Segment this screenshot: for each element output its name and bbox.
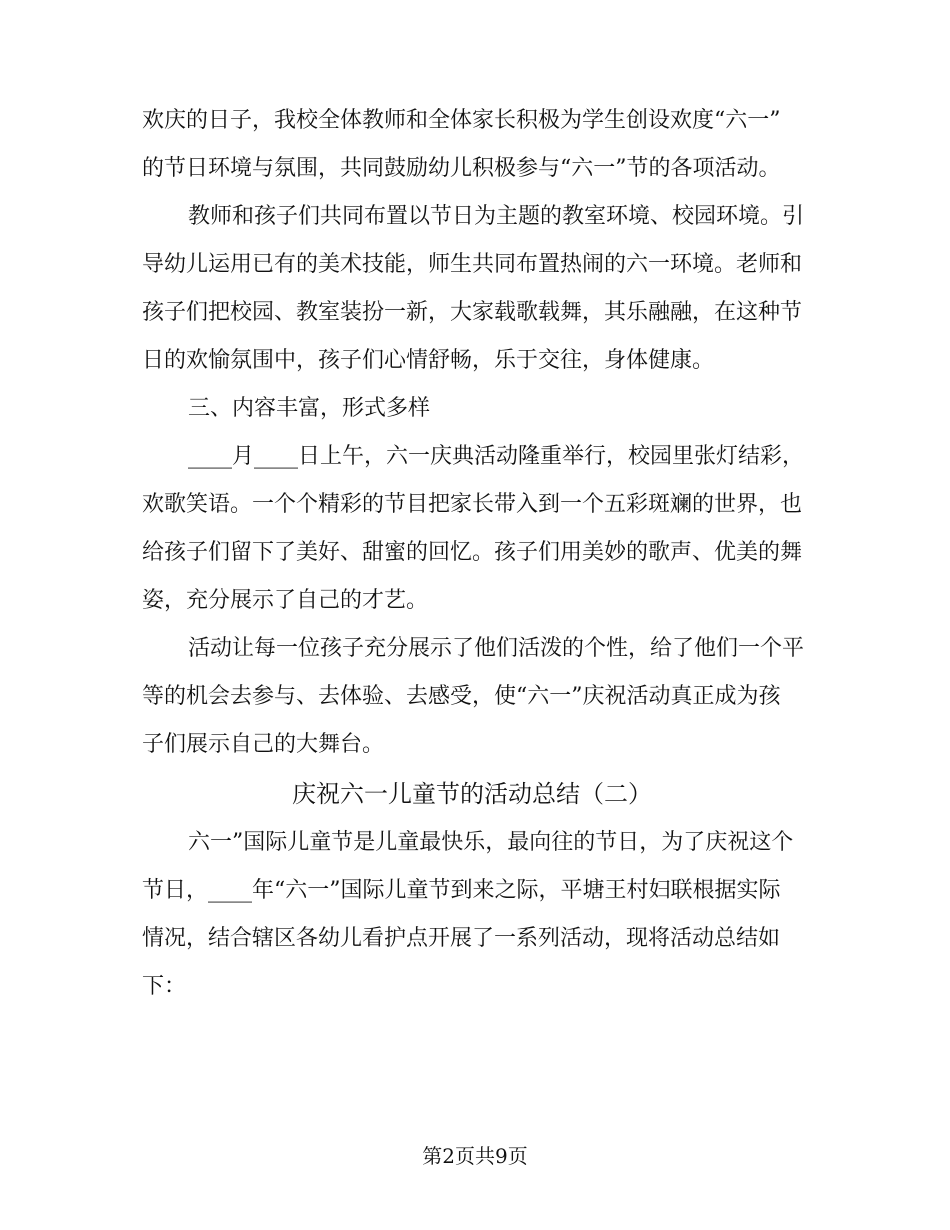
paragraph-line: 姿，充分展示了自己的才艺。	[142, 588, 429, 613]
paragraph-line: 欢歌笑语。一个个精彩的节目把家长带入到一个五彩斑斓的世界，也	[142, 492, 803, 517]
paragraph-line: 节日，____年“六一”国际儿童节到来之际，平塘王村妇联根据实际	[142, 878, 781, 903]
paragraph-line: 日的欢愉氛围中，孩子们心情舒畅，乐于交往，身体健康。	[142, 348, 715, 373]
paragraph-line: 的节日环境与氛围，共同鼓励幼儿积极参与“六一”节的各项活动。	[142, 156, 781, 181]
section-heading: 三、内容丰富，形式多样	[188, 396, 431, 421]
paragraph-line: 子们展示自己的大舞台。	[142, 732, 385, 757]
paragraph-line: 导幼儿运用已有的美术技能，师生共同布置热闹的六一环境。老师和	[142, 252, 803, 277]
paragraph-line: 给孩子们留下了美好、甜蜜的回忆。孩子们用美妙的歌声、优美的舞	[142, 540, 803, 565]
paragraph-line: 下：	[142, 974, 187, 999]
paragraph-line: 欢庆的日子，我校全体教师和全体家长积极为学生创设欢度“六一”	[142, 108, 781, 133]
paragraph-line: 情况，结合辖区各幼儿看护点开展了一系列活动，现将活动总结如	[142, 926, 781, 951]
paragraph-line: 教师和孩子们共同布置以节日为主题的教室环境、校园环境。引	[188, 204, 805, 229]
document-body	[142, 97, 805, 1011]
paragraph-line: ____月____日上午，六一庆典活动隆重举行，校园里张灯结彩，	[188, 444, 805, 469]
paragraph-line: 孩子们把校园、教室装扮一新，大家载歌载舞，其乐融融，在这种节	[142, 300, 803, 325]
paragraph-line: 等的机会去参与、去体验、去感受，使“六一”庆祝活动真正成为孩	[142, 684, 781, 709]
paragraph-line: 活动让每一位孩子充分展示了他们活泼的个性，给了他们一个平	[188, 636, 805, 661]
section-title: 庆祝六一儿童节的活动总结（二）	[292, 780, 652, 808]
paragraph-line: 六一”国际儿童节是儿童最快乐，最向往的节日，为了庆祝这个	[188, 830, 794, 855]
page-number: 第2页共9页	[422, 1144, 528, 1168]
